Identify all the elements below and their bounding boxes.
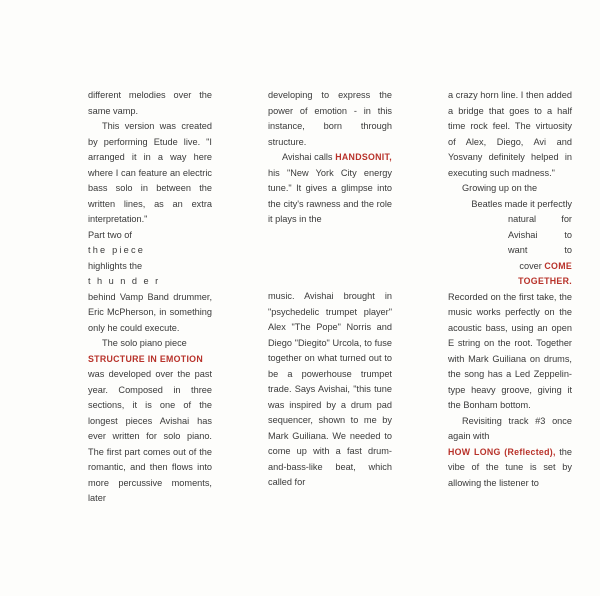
paragraph: music. Avishai brought in "psychedelic trumpet player" Alex "The Pope" Norris and Diego "Diegito" Urcola, to fuse together on what turned out to be a powerhouse trumpet trade. Says Avishai, "this tune was inspired by a drum pad sequencer, shown to me by Mark Guiliana. We needed to come up with a fast drum-and-bass-like beat, which called for bbox=[268, 291, 392, 487]
text-column-2-lower bbox=[268, 289, 392, 491]
text-line: thunder bbox=[88, 276, 165, 286]
paragraph: a crazy horn line. I then added a bridge that goes to a half time rock feel. The virtuosity of Alex, Diego, Avi and Yosvany definitely helped in executing such madness." bbox=[448, 90, 572, 178]
paragraph-beatles bbox=[448, 197, 572, 290]
song-title-structure-in-emotion: STRUCTURE IN EMOTION bbox=[88, 353, 203, 364]
text-line: Beatles made it perfectly bbox=[471, 198, 572, 209]
paragraph: behind Vamp Band drummer, Eric McPherson, in something only he could execute. bbox=[88, 291, 212, 333]
text-line: Part two of bbox=[88, 229, 132, 240]
paragraph bbox=[448, 445, 572, 492]
paragraph: This version was created by performing Etude live. "I arranged it in a way here where I can feature an electric bass solo in between the written lines, as an extra interpretation." bbox=[88, 121, 212, 224]
song-title-come-together: COME TOGETHER. bbox=[518, 260, 572, 286]
text: the vibe of the tune is set by allowing the listener to bbox=[448, 446, 573, 488]
paragraph: Growing up on the bbox=[462, 183, 538, 193]
paragraph bbox=[268, 150, 392, 228]
song-title-how-long: HOW LONG (Reflected), bbox=[448, 446, 556, 457]
text-column-1 bbox=[88, 88, 212, 507]
paragraph-part-two bbox=[88, 228, 212, 290]
text: his "New York City energy tune." It gives a glimpse into the city's rawness and the role it plays in the bbox=[268, 167, 392, 224]
text-line: highlights the bbox=[88, 260, 143, 271]
song-title-handsonit: HANDSONIT, bbox=[335, 152, 392, 162]
text-line: natural for bbox=[508, 214, 572, 224]
text-column-3 bbox=[448, 88, 572, 491]
text: cover bbox=[519, 260, 542, 271]
text: Avishai calls bbox=[282, 152, 333, 162]
paragraph: developing to express the power of emotion - in this instance, born through structure. bbox=[268, 90, 392, 147]
paragraph: different melodies over the same vamp. bbox=[88, 90, 212, 116]
paragraph: The solo piano piece bbox=[102, 338, 187, 348]
text-column-2 bbox=[268, 88, 392, 228]
text-line bbox=[448, 259, 572, 290]
song-title bbox=[88, 352, 212, 368]
text-line: want to bbox=[508, 245, 572, 255]
text-line: the piece bbox=[88, 245, 146, 255]
paragraph: was developed over the past year. Composed in three sections, it is one of the longest pieces Avishai has ever written for solo piano. The first part comes out of the romantic, and then flows into more percussive moments, later bbox=[88, 369, 212, 503]
paragraph: Recorded on the first take, the music works perfectly on the acoustic bass, using an open E string on the root. Together with Mark Guiliana on drums, the song has a Led Zeppelin-type heavy groove, giving it the Bonham bottom. bbox=[448, 291, 572, 410]
text-line: Avishai to bbox=[508, 229, 572, 240]
paragraph: Revisiting track #3 once again with bbox=[448, 415, 572, 441]
